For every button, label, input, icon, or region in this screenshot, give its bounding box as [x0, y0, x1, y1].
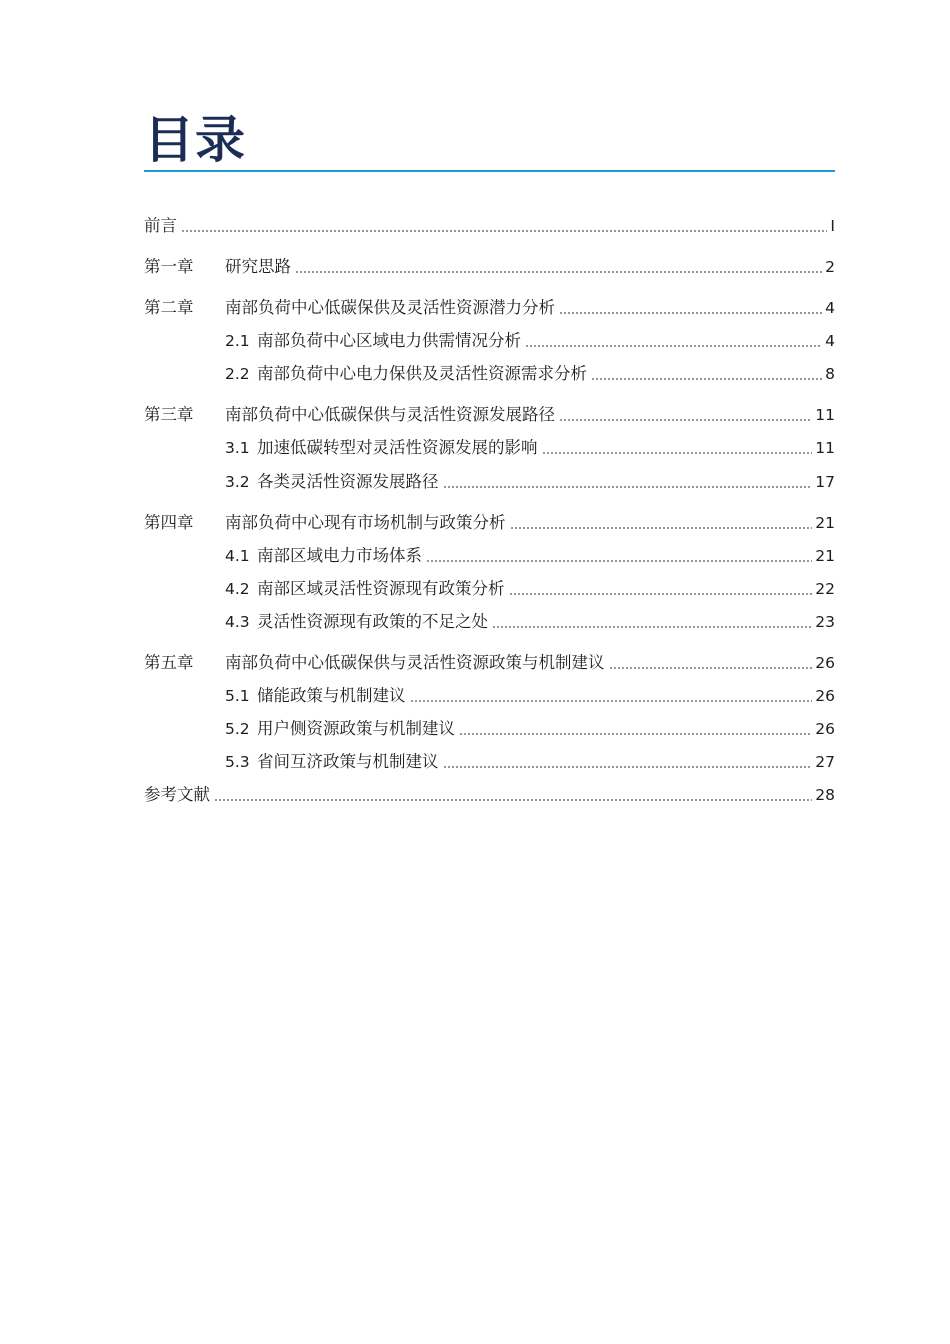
page-title: 目录 [144, 111, 246, 169]
toc-section-number: 4.1 [225, 547, 250, 565]
toc-entry-label: 储能政策与机制建议 [257, 686, 406, 705]
toc-entry-label: 省间互济政策与机制建议 [257, 752, 439, 771]
toc-leader-dots [591, 378, 822, 380]
toc-entry-page: 27 [815, 753, 835, 771]
toc-entry-page: 8 [825, 365, 835, 383]
toc-chapter-number: 第三章 [144, 405, 194, 424]
toc-leader-dots [459, 733, 812, 735]
toc-entry-chapter-3[interactable] [144, 403, 835, 427]
toc-entry-page: 11 [815, 406, 835, 424]
toc-entry-section-5-3[interactable] [225, 750, 835, 774]
toc-entry-label: 南部负荷中心电力保供及灵活性资源需求分析 [257, 364, 587, 383]
toc-section-number: 4.3 [225, 613, 250, 631]
toc-entry-label: 各类灵活性资源发展路径 [257, 472, 439, 491]
toc-entry-page: 26 [815, 687, 835, 705]
toc-entry-page: 26 [815, 720, 835, 738]
toc-chapter-number: 第一章 [144, 257, 194, 276]
toc-chapter-number: 第五章 [144, 653, 194, 672]
toc-entry-label: 南部区域电力市场体系 [257, 546, 422, 565]
toc-chapter-number: 第四章 [144, 513, 194, 532]
toc-entry-label: 灵活性资源现有政策的不足之处 [257, 612, 488, 631]
toc-entry-label: 参考文献 [144, 785, 210, 804]
toc-section-number: 5.1 [225, 687, 250, 705]
toc-section-number: 2.2 [225, 365, 250, 383]
toc-entry-label: 加速低碳转型对灵活性资源发展的影响 [257, 438, 538, 457]
toc-entry-section-5-2[interactable] [225, 717, 835, 741]
toc-leader-dots [443, 486, 813, 488]
toc-entry-section-2-1[interactable] [225, 329, 835, 353]
toc-entry-page: 4 [825, 299, 835, 317]
toc-leader-dots [410, 700, 813, 702]
toc-entry-label: 南部区域灵活性资源现有政策分析 [257, 579, 505, 598]
toc-section-number: 3.2 [225, 473, 250, 491]
toc-entry-page: 26 [815, 654, 835, 672]
toc-leader-dots [542, 452, 813, 454]
toc-section-number: 2.1 [225, 332, 250, 350]
toc-entry-chapter-1[interactable] [144, 255, 835, 279]
toc-leader-dots [559, 312, 822, 314]
toc-entry-preface[interactable] [144, 214, 835, 238]
toc-entry-chapter-5[interactable] [144, 651, 835, 675]
toc-leader-dots [492, 626, 812, 628]
toc-section-number: 5.2 [225, 720, 250, 738]
toc-section-number: 5.3 [225, 753, 250, 771]
toc-leader-dots [181, 230, 827, 232]
toc-entry-page: 21 [815, 514, 835, 532]
toc-entry-references[interactable] [144, 783, 835, 807]
toc-entry-section-4-3[interactable] [225, 610, 835, 634]
toc-entry-label: 南部负荷中心现有市场机制与政策分析 [225, 513, 506, 532]
toc-entry-section-4-2[interactable] [225, 577, 835, 601]
toc-entry-section-3-2[interactable] [225, 470, 835, 494]
toc-leader-dots [525, 345, 822, 347]
toc-entry-label: 南部负荷中心区域电力供需情况分析 [257, 331, 521, 350]
toc-entry-page: 2 [825, 258, 835, 276]
toc-entry-chapter-2[interactable] [144, 296, 835, 320]
toc-entry-label: 南部负荷中心低碳保供及灵活性资源潜力分析 [225, 298, 555, 317]
toc-leader-dots [510, 527, 813, 529]
toc-leader-dots [426, 560, 812, 562]
toc-entry-chapter-4[interactable] [144, 511, 835, 535]
toc-entry-page: 4 [825, 332, 835, 350]
toc-entry-page: 11 [815, 439, 835, 457]
toc-leader-dots [295, 271, 822, 273]
toc-entry-section-3-1[interactable] [225, 436, 835, 460]
toc-leader-dots [609, 667, 813, 669]
title-divider [144, 170, 835, 172]
toc-entry-page: I [830, 217, 835, 235]
toc-entry-page: 28 [815, 786, 835, 804]
toc-entry-section-2-2[interactable] [225, 362, 835, 386]
toc-entry-label: 前言 [144, 216, 177, 235]
toc-entry-label: 南部负荷中心低碳保供与灵活性资源发展路径 [225, 405, 555, 424]
toc-leader-dots [214, 799, 812, 801]
toc-entry-page: 17 [815, 473, 835, 491]
toc-leader-dots [559, 419, 812, 421]
toc-leader-dots [443, 766, 813, 768]
toc-entry-section-4-1[interactable] [225, 544, 835, 568]
toc-entry-page: 23 [815, 613, 835, 631]
toc-chapter-number: 第二章 [144, 298, 194, 317]
toc-section-number: 4.2 [225, 580, 250, 598]
toc-entry-page: 22 [815, 580, 835, 598]
toc-entry-page: 21 [815, 547, 835, 565]
toc-entry-label: 用户侧资源政策与机制建议 [257, 719, 455, 738]
toc-leader-dots [509, 593, 813, 595]
toc-entry-label: 南部负荷中心低碳保供与灵活性资源政策与机制建议 [225, 653, 605, 672]
toc-section-number: 3.1 [225, 439, 250, 457]
toc-entry-section-5-1[interactable] [225, 684, 835, 708]
toc-entry-label: 研究思路 [225, 257, 291, 276]
